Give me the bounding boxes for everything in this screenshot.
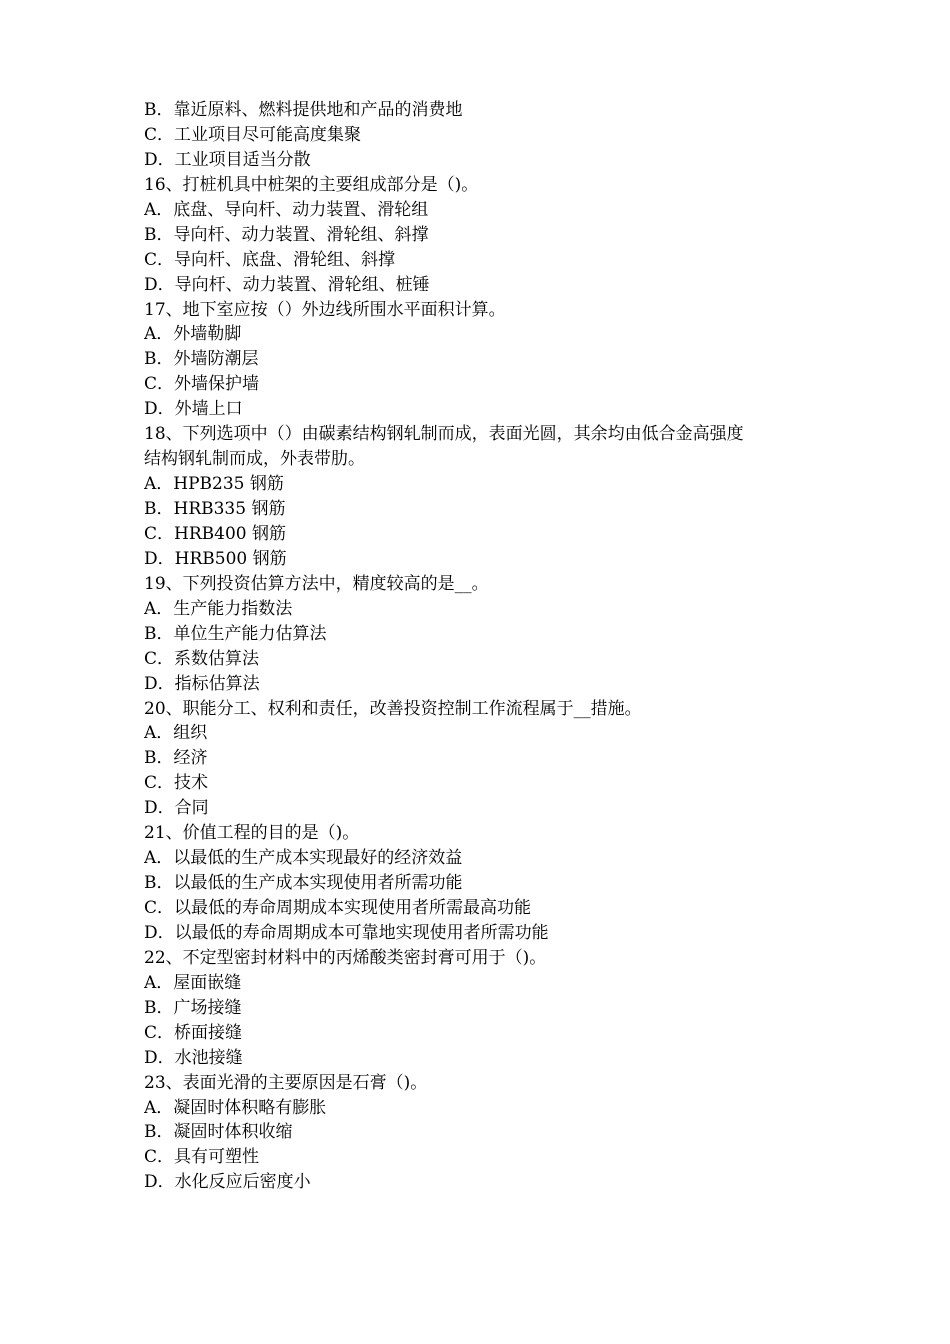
- option-line: B．广场接缝: [144, 997, 242, 1018]
- question-stem: 22、不定型密封材料中的丙烯酸类密封膏可用于（)。: [144, 947, 547, 968]
- option-line: D．外墙上口: [144, 399, 243, 420]
- option-line: D．水池接缝: [144, 1047, 243, 1068]
- option-line: D．工业项目适当分散: [144, 149, 311, 170]
- question-stem: 19、下列投资估算方法中，精度较高的是__。: [144, 573, 489, 594]
- option-line: B．外墙防潮层: [144, 349, 259, 370]
- question-stem: 23、表面光滑的主要原因是石膏（)。: [144, 1072, 428, 1093]
- question-stem: 16、打桩机具中桩架的主要组成部分是（)。: [144, 174, 479, 195]
- question-list: [144, 98, 824, 1195]
- option-line: B．靠近原料、燃料提供地和产品的消费地: [144, 100, 463, 120]
- option-line: D．指标估算法: [144, 673, 260, 694]
- option-line: C．技术: [144, 773, 209, 794]
- option-line: C．以最低的寿命周期成本实现使用者所需最高功能: [144, 898, 532, 918]
- option-line: A．底盘、导向杆、动力装置、滑轮组: [144, 199, 429, 220]
- option-line: A．屋面嵌缝: [144, 972, 242, 993]
- question-stem-continuation: 结构钢轧制而成，外表带肋。: [144, 449, 365, 470]
- question-stem: 17、地下室应按（）外边线所围水平面积计算。: [144, 299, 506, 320]
- option-line: A．外墙勒脚: [144, 324, 242, 345]
- option-line: B．凝固时体积收缩: [144, 1122, 293, 1143]
- option-line: B．单位生产能力估算法: [144, 623, 327, 644]
- question-stem: 20、职能分工、权利和责任，改善投资控制工作流程属于__措施。: [144, 698, 642, 719]
- question-stem: 18、下列选项中（）由碳素结构钢轧制而成，表面光圆，其余均由低合金高强度: [144, 424, 744, 445]
- option-line: C．HRB400 钢筋: [144, 523, 286, 544]
- option-line: A．HPB235 钢筋: [144, 474, 284, 495]
- option-line: C．系数估算法: [144, 648, 260, 669]
- option-line: B．导向杆、动力装置、滑轮组、斜撑: [144, 224, 429, 245]
- option-line: A．凝固时体积略有膨胀: [144, 1097, 327, 1118]
- option-line: D．水化反应后密度小: [144, 1172, 311, 1193]
- option-line: D．导向杆、动力装置、滑轮组、桩锤: [144, 274, 430, 295]
- option-line: D．以最低的寿命周期成本可靠地实现使用者所需功能: [144, 922, 549, 943]
- option-line: B．以最低的生产成本实现使用者所需功能: [144, 873, 463, 894]
- option-line: C．桥面接缝: [144, 1022, 243, 1043]
- option-line: B．经济: [144, 748, 208, 769]
- option-line: C．导向杆、底盘、滑轮组、斜撑: [144, 249, 396, 270]
- question-stem: 21、价值工程的目的是（)。: [144, 823, 360, 844]
- option-line: C．工业项目尽可能高度集聚: [144, 124, 362, 145]
- option-line: D．合同: [144, 798, 209, 819]
- option-line: C．外墙保护墙: [144, 374, 260, 395]
- option-line: A．生产能力指数法: [144, 598, 293, 619]
- option-line: B．HRB335 钢筋: [144, 499, 286, 519]
- option-line: D．HRB500 钢筋: [144, 548, 287, 569]
- option-line: A．组织: [144, 723, 208, 744]
- option-line: A．以最低的生产成本实现最好的经济效益: [144, 848, 463, 869]
- option-line: C．具有可塑性: [144, 1147, 260, 1168]
